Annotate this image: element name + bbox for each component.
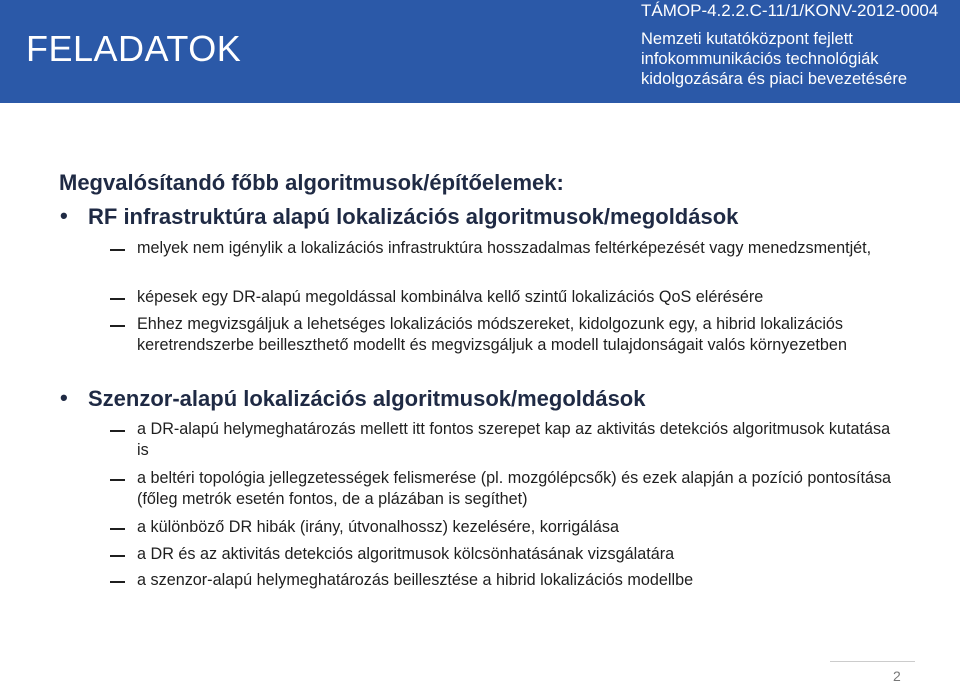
content-heading: Megvalósítandó főbb algoritmusok/építőelemek: <box>59 170 564 195</box>
dash-icon <box>110 581 125 583</box>
dash-icon <box>110 298 125 300</box>
header-banner <box>0 0 960 100</box>
bullet-icon: • <box>60 203 68 228</box>
project-description: Nemzeti kutatóközpont fejlett infokommunikációs technológiák kidolgozására és piaci bevezetésére <box>641 30 907 88</box>
dash-icon <box>110 430 125 432</box>
footer-divider <box>830 661 915 662</box>
banner-divider <box>0 100 960 103</box>
dash-icon <box>110 555 125 557</box>
slide-title: FELADATOK <box>26 28 242 69</box>
bullet-icon: • <box>60 385 68 410</box>
section-title: RF infrastruktúra alapú lokalizációs algoritmusok/megoldások <box>88 204 739 229</box>
dash-icon <box>110 325 125 327</box>
page-number: 2 <box>893 668 901 684</box>
dash-icon <box>110 479 125 481</box>
dash-icon <box>110 528 125 530</box>
project-code: TÁMOP-4.2.2.C-11/1/KONV-2012-0004 <box>641 1 939 20</box>
dash-icon <box>110 249 125 251</box>
section-title: Szenzor-alapú lokalizációs algoritmusok/megoldások <box>88 386 646 411</box>
